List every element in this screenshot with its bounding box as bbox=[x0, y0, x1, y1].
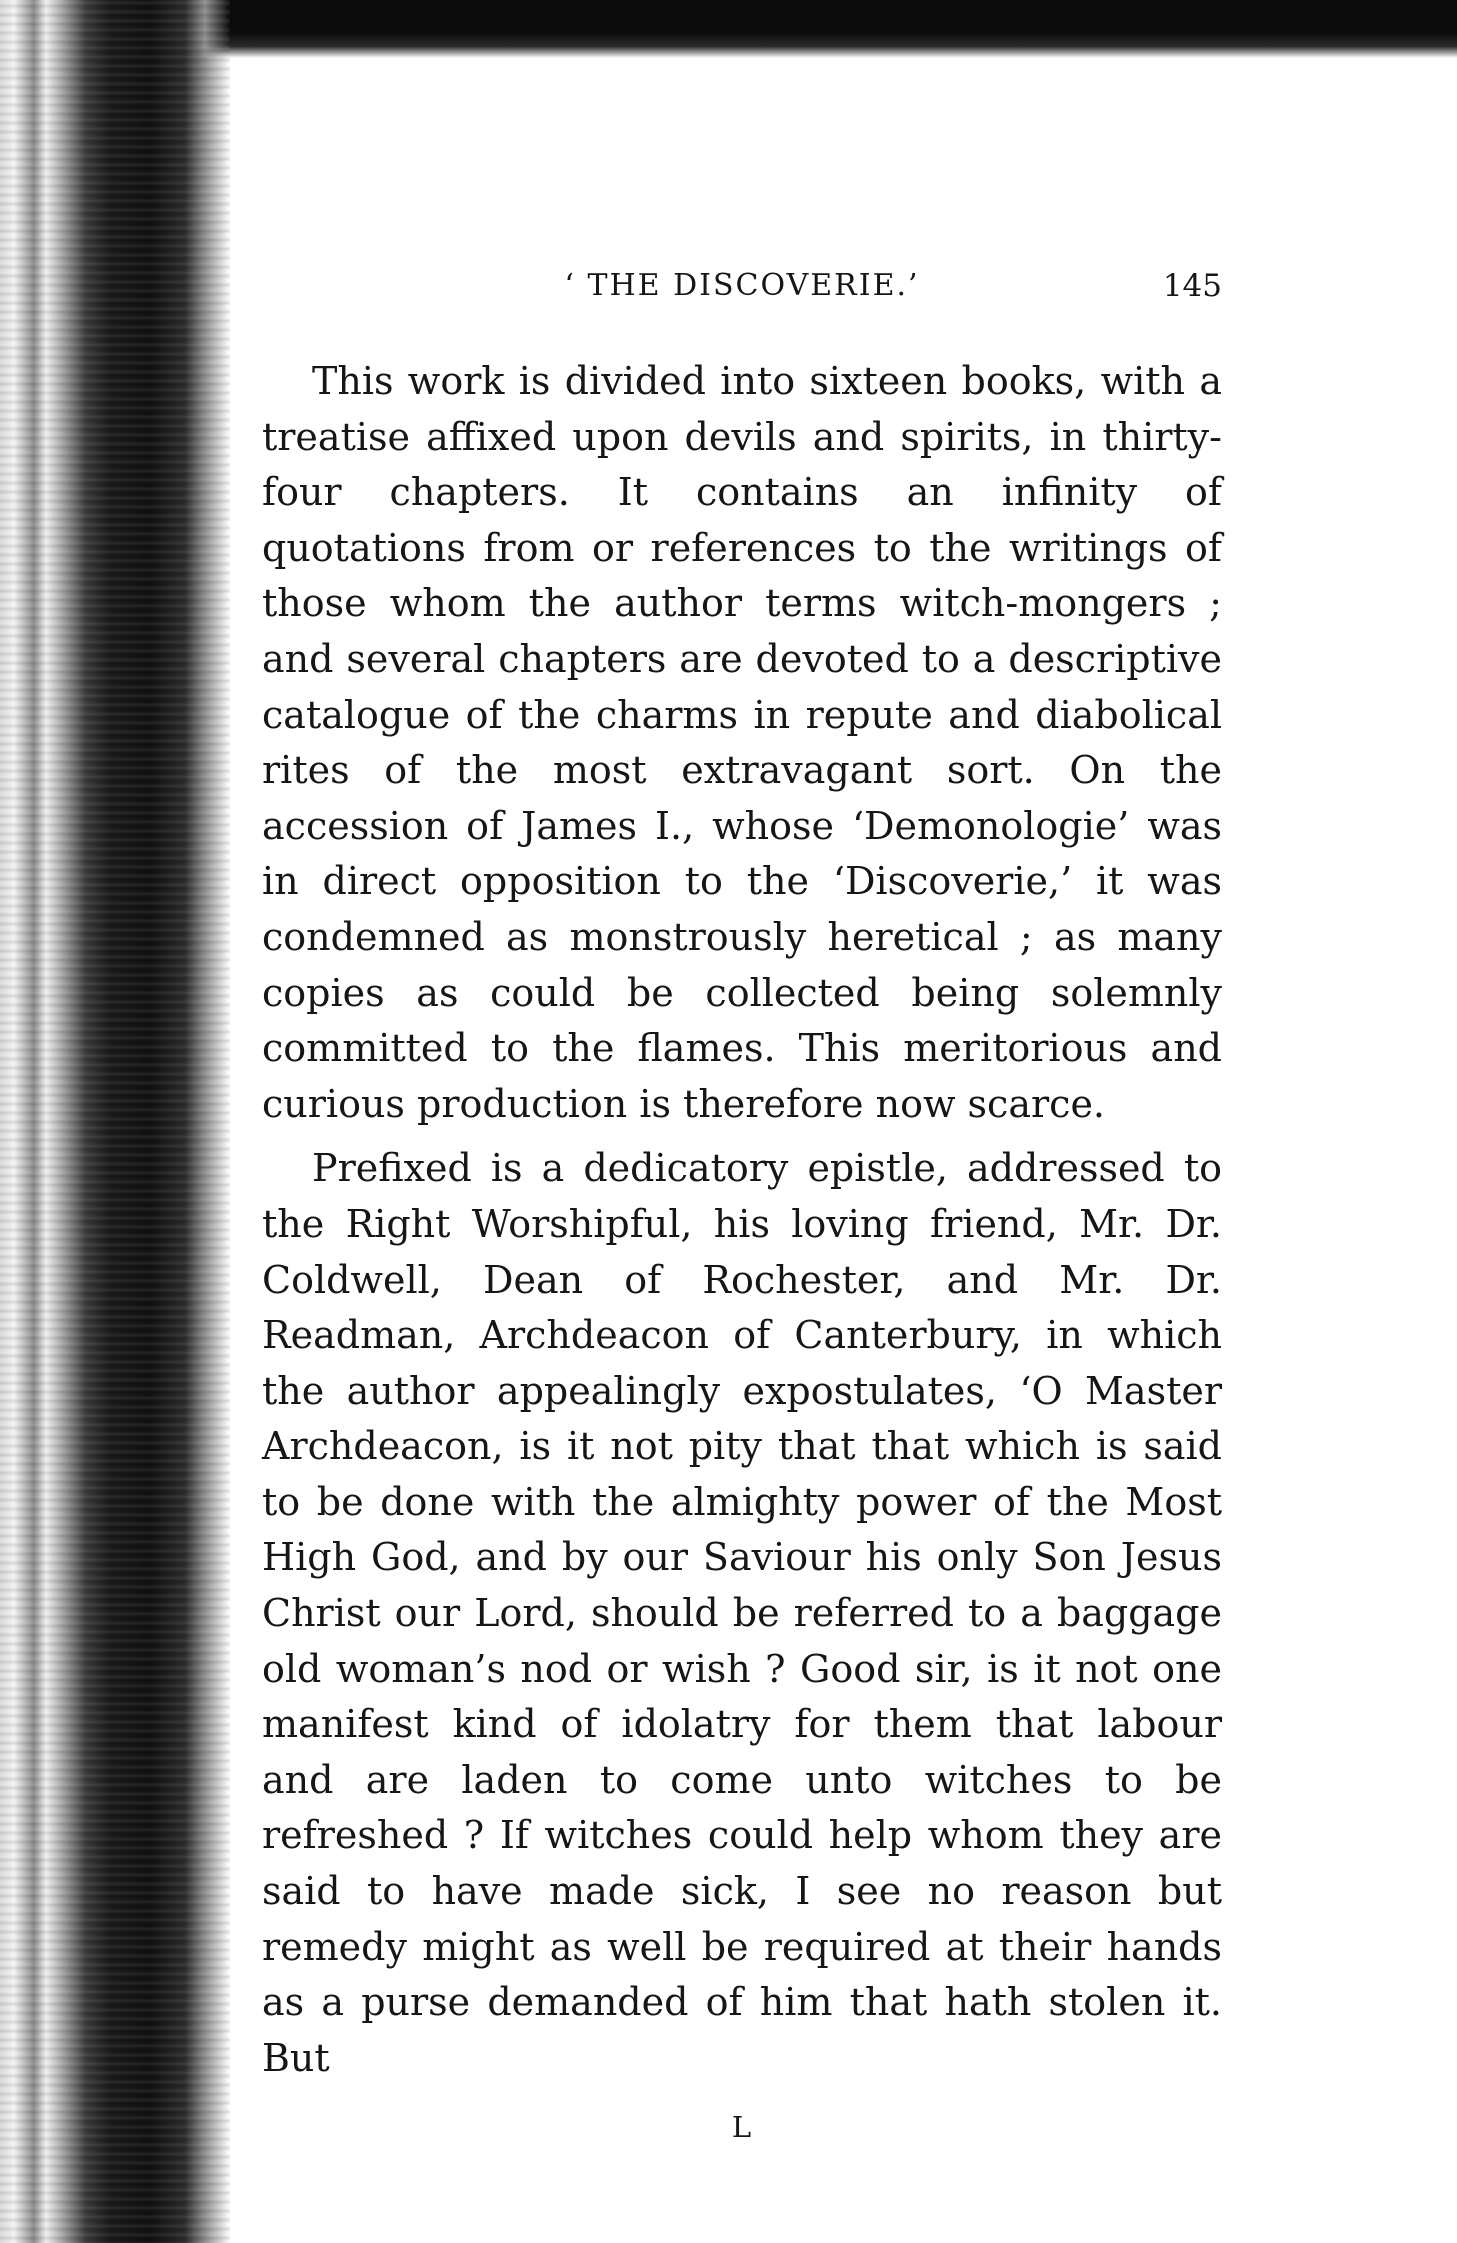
page-number: 145 bbox=[1162, 268, 1222, 304]
running-head bbox=[262, 250, 1222, 310]
body-text bbox=[262, 354, 1222, 2086]
signature-mark: L bbox=[731, 2110, 753, 2145]
running-head-title: ‘ THE DISCOVERIE.’ bbox=[564, 268, 920, 303]
paragraph-2: Prefixed is a dedicatory epistle, addressed to the Right Worshipful, his loving friend, Mr. Dr. Coldwell, Dean of Rochester, and Mr. Dr. Readman, Archdeacon of Canterbury, in which the author appealingly expostulates, ‘O Master Archdeacon, is it not pity that that which is said to be done with the almighty power of the Most High God, and by our Saviour his only Son Jesus Christ our Lord, should be referred to a baggage old woman’s nod or wish ? Good sir, is it not one manifest kind of idolatry for them that labour and are laden to come unto witches to be refreshed ? If witches could help whom they are said to have made sick, I see no reason but remedy might as well be required at their hands as a purse demanded of him that hath stolen it. But bbox=[262, 1146, 1222, 2080]
paragraph-1: This work is divided into sixteen books, with a treatise affixed upon devils and spirits, in thirty-four chapters. It contains an infinity of quotations from or references to the writings of those whom the author terms witch-mongers ; and several chapters are devoted to a descriptive catalogue of the charms in repute and diabolical rites of the most extravagant sort. On the accession of James I., whose ‘Demonologie’ was in direct opposition to the ‘Discoverie,’ it was condemned as monstrously heretical ; as many copies as could be collected being solemnly committed to the flames. This meritorious and curious production is therefore now scarce. bbox=[262, 359, 1222, 1126]
book-page bbox=[262, 250, 1222, 2144]
spine-texture bbox=[0, 0, 230, 2243]
